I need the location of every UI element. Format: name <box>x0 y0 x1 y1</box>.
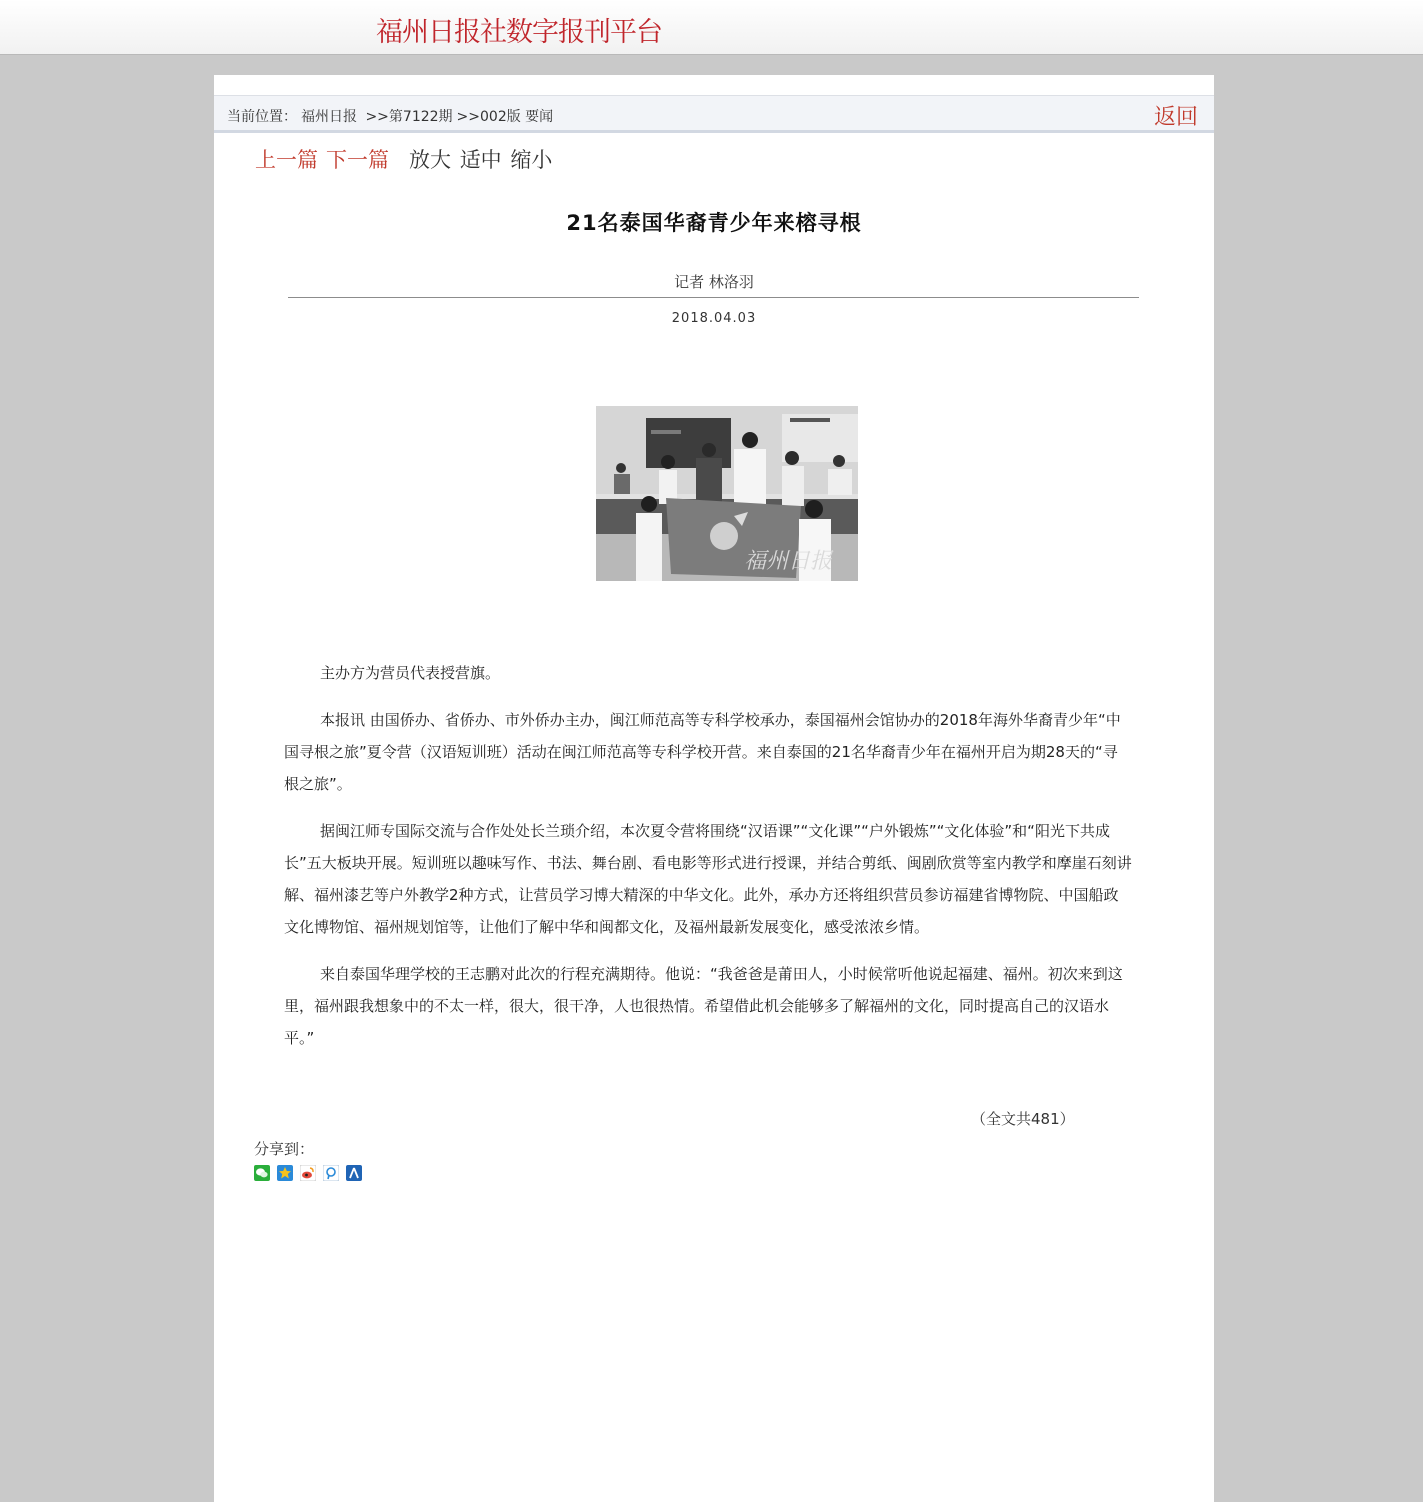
article-photo <box>596 406 858 581</box>
location-bar <box>214 95 1214 133</box>
article-paragraph: 本报讯 由国侨办、省侨办、市外侨办主办，闽江师范高等专科学校承办，泰国福州会馆协办的2018年海外华裔青少年“中国寻根之旅”夏令营（汉语短训班）活动在闽江师范高等专科学校开营。来自泰国的21名华裔青少年在福州开启为期28天的“寻根之旅”。 <box>284 711 1121 793</box>
article-nav <box>255 144 554 174</box>
renren-share-icon[interactable] <box>346 1165 362 1181</box>
article-paragraph: 来自泰国华理学校的王志鹏对此次的行程充满期待。他说：“我爸爸是莆田人，小时候常听他说起福建、福州。初次来到这里，福州跟我想象中的不太一样，很大，很干净，人也很热情。希望借此机会能够多了解福州的文化，同时提高自己的汉语水平。” <box>284 965 1123 1047</box>
article-body <box>284 657 1132 1069</box>
article-date: 2018.04.03 <box>671 311 757 326</box>
divider <box>288 297 1139 298</box>
back-link[interactable]: 返回 <box>1153 105 1198 130</box>
breadcrumb <box>227 106 557 126</box>
breadcrumb-issue-link[interactable]: >>第7122期 <box>365 109 453 125</box>
zoom-fit-link[interactable]: 适中 <box>459 148 502 172</box>
qzone-share-icon[interactable] <box>277 1165 293 1181</box>
prev-article-link[interactable]: 上一篇 <box>255 148 318 172</box>
fulltext-count: （全文共481） <box>971 1110 1075 1128</box>
tencent-weibo-share-icon[interactable] <box>323 1165 339 1181</box>
article-paragraph: 主办方为营员代表授营旗。 <box>320 664 501 682</box>
zoom-out-link[interactable]: 缩小 <box>510 148 553 172</box>
photo-watermark: 福州日报 <box>744 549 833 574</box>
article-title: 21名泰国华裔青少年来榕寻根 <box>566 211 862 235</box>
article-paragraph: 据闽江师专国际交流与合作处处长兰琐介绍，本次夏令营将围绕“汉语课”“文化课”“户外锻炼”“文化体验”和“阳光下共成长”五大板块开展。短训班以趣味写作、书法、舞台剧、看电影等形式进行授课，并结合剪纸、闽剧欣赏等室内教学和摩崖石刻讲解、福州漆艺等户外教学2种方式，让营员学习博大精深的中华文化。此外，承办方还将组织营员参访福建省博物院、中国船政文化博物馆、福州规划馆等，让他们了解中华和闽都文化，及福州最新发展变化，感受浓浓乡情。 <box>284 822 1132 936</box>
breadcrumb-label: 当前位置： <box>227 109 297 125</box>
breadcrumb-page-link[interactable]: >>002版 要闻 <box>456 109 554 125</box>
top-header <box>0 0 1423 55</box>
wechat-share-icon[interactable] <box>254 1165 270 1181</box>
article-panel <box>214 75 1214 1502</box>
weibo-share-icon[interactable] <box>300 1165 316 1181</box>
breadcrumb-paper-link[interactable]: 福州日报 <box>301 109 357 125</box>
next-article-link[interactable]: 下一篇 <box>326 148 389 172</box>
site-title: 福州日报社数字报刊平台 <box>376 17 662 48</box>
share-label: 分享到： <box>254 1140 315 1158</box>
zoom-in-link[interactable]: 放大 <box>409 148 451 172</box>
article-author: 记者 林洛羽 <box>674 273 754 291</box>
